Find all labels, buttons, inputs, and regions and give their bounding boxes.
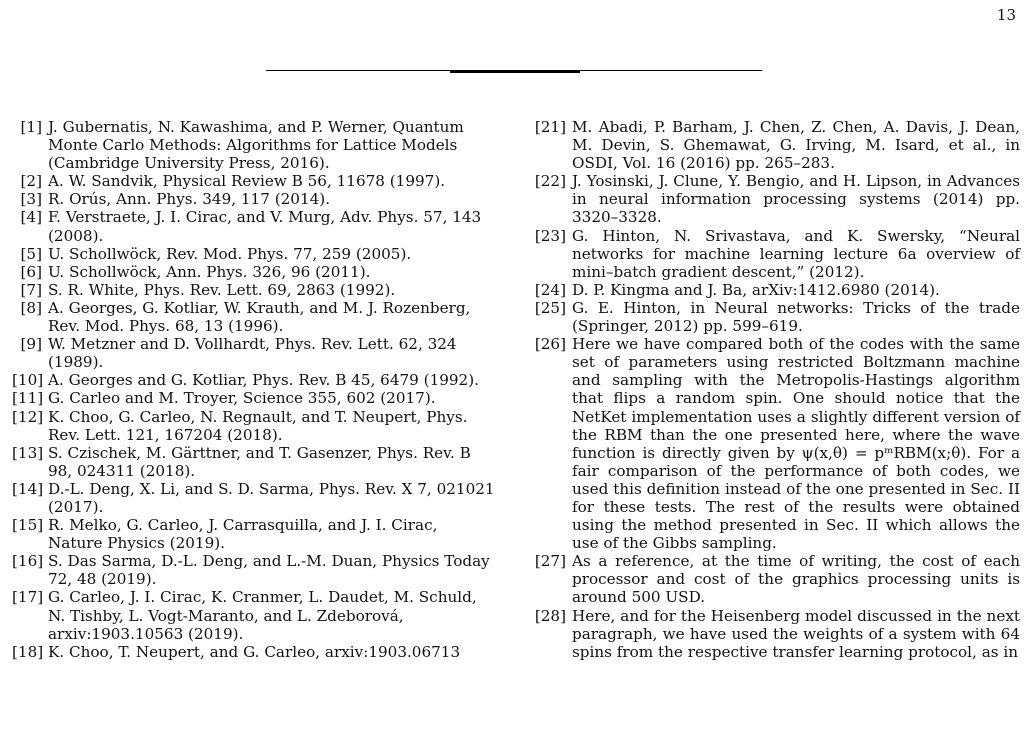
reference-number: [23] bbox=[534, 226, 566, 245]
reference-text: D.-L. Deng, X. Li, and S. D. Sarma, Phys. Rev. X 7, 021021 (2017). bbox=[48, 479, 495, 516]
reference-text: Here, and for the Heisenberg model discussed in the next paragraph, we have used the weights of a system with 64 spins from the respective transfer learning protocol, as in bbox=[572, 606, 1020, 661]
reference-text: M. Abadi, P. Barham, J. Chen, Z. Chen, A. Davis, J. Dean, M. Devin, S. Ghemawat, G. Irving, M. Isard, et al., in OSDI, Vol. 16 (2016) pp. 265–283. bbox=[572, 118, 1020, 173]
reference-text: D. P. Kingma and J. Ba, arXiv:1412.6980 (2014). bbox=[572, 280, 940, 299]
reference-10 bbox=[12, 371, 496, 389]
header-rule-accent bbox=[450, 70, 580, 73]
reference-text: K. Choo, G. Carleo, N. Regnault, and T. Neupert, Phys. Rev. Lett. 121, 167204 (2018). bbox=[48, 407, 468, 444]
reference-number: [17] bbox=[12, 588, 44, 607]
reference-1 bbox=[12, 118, 496, 172]
reference-number: [21] bbox=[534, 118, 566, 136]
reference-15 bbox=[12, 516, 496, 552]
reference-text: W. Metzner and D. Vollhardt, Phys. Rev. Lett. 62, 324 (1989). bbox=[48, 335, 457, 372]
reference-number: [27] bbox=[534, 552, 566, 571]
reference-number: [28] bbox=[534, 606, 566, 625]
reference-number: [2] bbox=[20, 172, 42, 191]
reference-7 bbox=[12, 281, 496, 299]
reference-number: [6] bbox=[20, 262, 42, 281]
reference-number: [13] bbox=[12, 443, 44, 462]
reference-27 bbox=[534, 552, 1020, 606]
reference-22 bbox=[534, 172, 1020, 226]
reference-text: K. Choo, T. Neupert, and G. Carleo, arxiv:1903.06713 bbox=[48, 642, 461, 661]
reference-12 bbox=[12, 408, 496, 444]
reference-number: [14] bbox=[12, 479, 44, 498]
reference-5 bbox=[12, 245, 496, 263]
reference-text: G. Carleo, J. I. Cirac, K. Cranmer, L. Daudet, M. Schuld, N. Tishby, L. Vogt-Maranto, and L. Zdeborová, arxiv:1903.10563 (2019). bbox=[48, 588, 477, 643]
reference-number: [8] bbox=[20, 298, 42, 317]
reference-8 bbox=[12, 299, 496, 335]
reference-text: U. Schollwöck, Ann. Phys. 326, 96 (2011). bbox=[48, 262, 371, 281]
reference-25 bbox=[534, 299, 1020, 335]
reference-number: [9] bbox=[20, 335, 42, 354]
reference-24 bbox=[534, 281, 1020, 299]
reference-text: S. Das Sarma, D.-L. Deng, and L.-M. Duan, Physics Today 72, 48 (2019). bbox=[48, 552, 490, 589]
reference-text: R. Orús, Ann. Phys. 349, 117 (2014). bbox=[48, 190, 331, 209]
references-left-column bbox=[12, 118, 496, 661]
reference-number: [15] bbox=[12, 516, 44, 535]
reference-text: A. W. Sandvik, Physical Review B 56, 11678 (1997). bbox=[48, 172, 446, 191]
reference-text: A. Georges and G. Kotliar, Phys. Rev. B 45, 6479 (1992). bbox=[48, 371, 479, 390]
reference-number: [1] bbox=[20, 118, 42, 136]
reference-3 bbox=[12, 190, 496, 208]
reference-17 bbox=[12, 588, 496, 642]
reference-28 bbox=[534, 607, 1020, 661]
reference-number: [25] bbox=[534, 298, 566, 317]
reference-13 bbox=[12, 444, 496, 480]
reference-text: R. Melko, G. Carleo, J. Carrasquilla, and J. I. Cirac, Nature Physics (2019). bbox=[48, 516, 438, 553]
reference-text: As a reference, at the time of writing, the cost of each processor and cost of the graphics processing units is around 500 USD. bbox=[572, 552, 1020, 607]
reference-number: [3] bbox=[20, 190, 42, 209]
reference-23 bbox=[534, 227, 1020, 281]
reference-14 bbox=[12, 480, 496, 516]
reference-text: S. Czischek, M. Gärttner, and T. Gasenzer, Phys. Rev. B 98, 024311 (2018). bbox=[48, 443, 471, 480]
reference-text: J. Yosinski, J. Clune, Y. Bengio, and H. Lipson, in Advances in neural information processing systems (2014) pp. 3320–3328. bbox=[572, 172, 1020, 227]
reference-number: [10] bbox=[12, 371, 44, 390]
reference-4 bbox=[12, 208, 496, 244]
reference-text: A. Georges, G. Kotliar, W. Krauth, and M. J. Rozenberg, Rev. Mod. Phys. 68, 13 (1996). bbox=[48, 298, 471, 336]
reference-18 bbox=[12, 643, 496, 661]
reference-text: Here we have compared both of the codes with the same set of parameters using restricted Boltzmann machine and sampling with the Metropolis-Hastings algorithm that flips a random spin. One should notice that the NetKet implementation uses a slightly different version of the RBM than the one presented here, where the wave function is directly given by ψ(x,θ) = pᵐRBM(x;θ). For a fair comparison of the performance of both codes, we used this definition instead of the one presented in Sec. II for these tests. The rest of the results were obtained using the method presented in Sec. II which allows the use of the Gibbs sampling. bbox=[572, 335, 1020, 553]
reference-text: S. R. White, Phys. Rev. Lett. 69, 2863 (1992). bbox=[48, 280, 396, 299]
reference-text: G. Carleo and M. Troyer, Science 355, 602 (2017). bbox=[48, 389, 436, 408]
reference-text: G. Hinton, N. Srivastava, and K. Swersky, “Neural networks for machine learning lecture 6a overview of mini–batch gradient descent,” (2012). bbox=[572, 226, 1020, 281]
reference-text: G. E. Hinton, in Neural networks: Tricks of the trade (Springer, 2012) pp. 599–619. bbox=[572, 298, 1020, 336]
reference-number: [24] bbox=[534, 280, 566, 299]
reference-16 bbox=[12, 552, 496, 588]
reference-text: U. Schollwöck, Rev. Mod. Phys. 77, 259 (2005). bbox=[48, 244, 412, 263]
reference-number: [5] bbox=[20, 244, 42, 263]
reference-number: [12] bbox=[12, 407, 44, 426]
reference-number: [16] bbox=[12, 552, 44, 571]
reference-number: [26] bbox=[534, 335, 566, 354]
page-number: 13 bbox=[996, 6, 1016, 24]
reference-number: [18] bbox=[12, 642, 44, 661]
reference-number: [7] bbox=[20, 280, 42, 299]
reference-number: [22] bbox=[534, 172, 566, 191]
reference-number: [11] bbox=[12, 389, 44, 408]
reference-11 bbox=[12, 389, 496, 407]
reference-26 bbox=[534, 335, 1020, 552]
reference-2 bbox=[12, 172, 496, 190]
references-right-column bbox=[534, 118, 1020, 661]
reference-21 bbox=[534, 118, 1020, 172]
reference-9 bbox=[12, 335, 496, 371]
reference-6 bbox=[12, 263, 496, 281]
reference-text: J. Gubernatis, N. Kawashima, and P. Werner, Quantum Monte Carlo Methods: Algorithms for Lattice Models (Cambridge University Press, 2016). bbox=[48, 118, 464, 173]
reference-number: [4] bbox=[20, 208, 42, 227]
reference-text: F. Verstraete, J. I. Cirac, and V. Murg, Adv. Phys. 57, 143 (2008). bbox=[48, 208, 482, 245]
